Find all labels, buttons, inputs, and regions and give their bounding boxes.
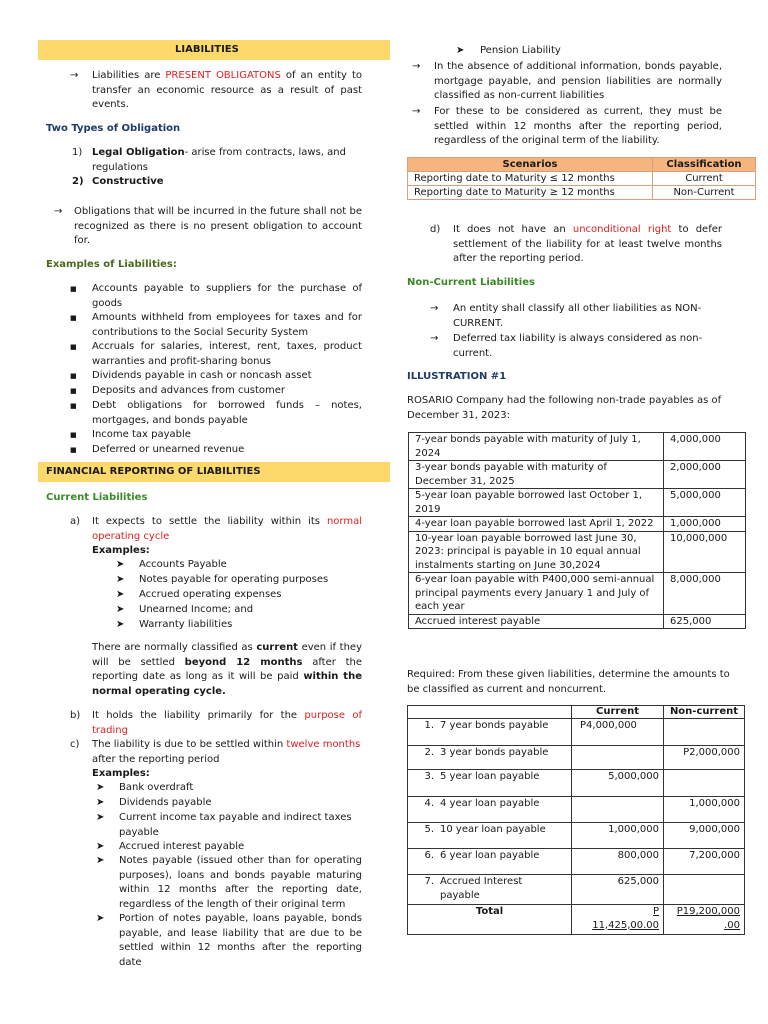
criterion-d-highlight: unconditional right xyxy=(572,224,672,235)
examples-heading: Examples of Liabilities: xyxy=(46,259,177,270)
intro-text-2: of an entity to transfer an economic resource as a result of past events. xyxy=(92,70,362,110)
arrow-icon: → xyxy=(430,303,439,314)
intro-highlight: PRESENT OBLIGATONS xyxy=(165,70,281,81)
column-header-current: Current xyxy=(572,706,664,719)
criterion-b-highlight: purpose of trading xyxy=(92,710,362,736)
criterion-a-label: a) xyxy=(70,516,81,527)
table-row: 7-year bonds payable with maturity of July 1, 2024 4,000,000 xyxy=(409,433,746,461)
list-item: ➤ Accounts Payable xyxy=(116,558,227,573)
criterion-d-label: d) xyxy=(430,224,441,235)
table-row: 6-year loan payable with P400,000 semi-annual principal payments every January 1 and July of each year 8,000,000 xyxy=(409,573,746,615)
criterion-d: d) It does not have an unconditional right to defer settlement of the liability for at least twelve months after the reporting period. xyxy=(430,224,722,264)
band-title: LIABILITIES xyxy=(175,44,239,55)
criterion-a-note: There are normally classified as current even if they will be settled beyond 12 months after the reporting date as long as it will be paid within the normal operating cycle. xyxy=(92,642,362,697)
absence-note xyxy=(412,60,722,104)
criterion-a xyxy=(70,515,362,544)
total-noncurrent: P19,200,000 .00 xyxy=(664,905,745,935)
pension-item xyxy=(456,44,561,59)
illustration-heading: ILLUSTRATION #1 xyxy=(407,371,507,382)
chevron-right-icon: ➤ xyxy=(96,913,105,924)
table-row: 5. 10 year loan payable 1,000,000 9,000,000 xyxy=(408,823,745,849)
table-row: 1. 7 year bonds payable P4,000,000 xyxy=(408,719,745,746)
table-row: 5-year loan payable borrowed last October 1, 2019 5,000,000 xyxy=(409,489,746,517)
list-item: ■ Deferred or unearned revenue xyxy=(70,443,362,458)
criterion-b-text: It holds the liability primarily for the xyxy=(92,710,305,721)
criterion-a-examples-label: Examples: xyxy=(92,545,150,556)
list-item: ➤ Notes payable (issued other than for operating purposes), loans and bonds payable maturing within 12 months after the reporting date, regardless of the length of their original term xyxy=(96,855,362,910)
table-header-row xyxy=(408,158,756,172)
criterion-c-text: The liability is due to be settled within xyxy=(92,739,287,750)
noncurrent-point-1: → An entity shall classify all other liabilities as NON-CURRENT. xyxy=(430,303,702,329)
type-desc-1: - arise from contracts, laws, and regulations xyxy=(92,147,346,173)
chevron-right-icon: ➤ xyxy=(96,812,105,823)
type-number-2: 2) xyxy=(72,176,84,187)
list-item: ➤ Notes payable for operating purposes xyxy=(116,573,328,588)
bullet-icon: ■ xyxy=(70,314,77,322)
intro-point xyxy=(70,69,362,113)
noncurrent-liabilities-heading: Non-Current Liabilities xyxy=(407,277,535,288)
table-row: 3. 5 year loan payable 5,000,000 xyxy=(408,770,745,797)
future-note xyxy=(54,205,362,249)
chevron-right-icon: ➤ xyxy=(116,619,125,630)
chevron-right-icon: ➤ xyxy=(456,45,465,56)
intro-text-1: Liabilities are xyxy=(92,70,166,81)
arrow-icon: → xyxy=(54,206,63,217)
list-item: ■ Deposits and advances from customer xyxy=(70,384,362,399)
column-header-noncurrent: Non-current xyxy=(664,706,745,719)
bullet-icon: ■ xyxy=(70,387,77,395)
chevron-right-icon: ➤ xyxy=(116,589,125,600)
criterion-a-highlight: normal operating cycle xyxy=(92,516,362,542)
chevron-right-icon: ➤ xyxy=(96,841,105,852)
section-band-financial-reporting xyxy=(38,462,390,482)
list-item: ■ Dividends payable in cash or noncash asset xyxy=(70,369,362,384)
criterion-c-highlight: twelve months xyxy=(286,739,361,750)
current-liabilities-heading: Current Liabilities xyxy=(46,492,148,503)
table-row: 6. 6 year loan payable 800,000 7,200,000 xyxy=(408,849,745,875)
chevron-right-icon: ➤ xyxy=(116,604,125,615)
type-item-2 xyxy=(72,175,362,190)
arrow-icon: → xyxy=(430,333,439,344)
arrow-icon: → xyxy=(70,70,79,81)
chevron-right-icon: ➤ xyxy=(96,855,105,866)
list-item: ■ Income tax payable xyxy=(70,428,362,443)
future-note-text: Obligations that will be incurred in the future shall not be recognized as there is no present obligation to account for. xyxy=(74,206,362,246)
current-condition-text: For these to be considered as current, they must be settled within 12 months after the reporting period, regardless of the original term of the liability. xyxy=(434,106,722,146)
table-total-row: Total P 11,425,00.00 P19,200,000 .00 xyxy=(408,905,745,935)
column-header-classification: Classification xyxy=(653,158,756,172)
illustration-intro: ROSARIO Company had the following non-trade payables as of December 31, 2023: xyxy=(407,395,722,421)
list-item: ➤ Portion of notes payable, loans payable, bonds payable, and lease liability that are due to be settled within 12 months after the reporting date xyxy=(96,913,362,968)
bullet-icon: ■ xyxy=(70,343,77,351)
list-item: ■ Debt obligations for borrowed funds – notes, mortgages, and bonds payable xyxy=(70,400,362,426)
criterion-c-examples-label: Examples: xyxy=(92,768,150,779)
noncurrent-point-2: → Deferred tax liability is always considered as non-current. xyxy=(430,333,703,359)
chevron-right-icon: ➤ xyxy=(116,559,125,570)
criterion-b xyxy=(70,709,362,738)
list-item: ➤ Dividends payable xyxy=(96,796,362,811)
bullet-icon: ■ xyxy=(70,446,77,454)
criterion-a-text: It expects to settle the liability within its xyxy=(92,516,327,527)
table-header-row xyxy=(408,706,745,719)
table-row: 3-year bonds payable with maturity of December 31, 2025 2,000,000 xyxy=(409,461,746,489)
list-item: ➤ Current income tax payable and indirect taxes payable xyxy=(96,812,352,838)
table-row: Reporting date to Maturity ≥ 12 months Non-Current xyxy=(408,186,756,200)
current-condition-note xyxy=(412,105,722,149)
list-item: ■ Amounts withheld from employees for taxes and for contributions to the Social Security System xyxy=(70,312,362,338)
bullet-icon: ■ xyxy=(70,372,77,380)
type-item-1 xyxy=(72,146,362,175)
two-types-heading: Two Types of Obligation xyxy=(46,123,181,134)
criterion-c: c) The liability is due to be settled within twelve months after the reporting period xyxy=(70,739,361,765)
column-header-scenarios: Scenarios xyxy=(408,158,653,172)
table-row: 10-year loan payable borrowed last June 30, 2023: principal is payable in 10 equal annual instalments starting on June 30,2024 10,000,000 xyxy=(409,531,746,573)
list-item: ➤ Bank overdraft xyxy=(96,781,362,796)
scenario-table xyxy=(407,157,756,200)
arrow-icon: → xyxy=(412,61,421,72)
chevron-right-icon: ➤ xyxy=(96,782,105,793)
section-band-liabilities xyxy=(38,40,390,60)
bullet-icon: ■ xyxy=(70,285,77,293)
list-item: ➤ Warranty liabilities xyxy=(116,618,232,633)
pension-label: Pension Liability xyxy=(480,45,561,56)
answer-table xyxy=(407,705,745,935)
band-title: FINANCIAL REPORTING OF LIABILITIES xyxy=(46,466,261,477)
type-term-2: Constructive xyxy=(92,176,164,187)
list-item: ➤ Accrued operating expenses xyxy=(116,588,282,603)
bullet-icon: ■ xyxy=(70,402,77,410)
list-item: ➤ Accrued interest payable xyxy=(96,840,362,855)
table-row: Accrued interest payable 625,000 xyxy=(409,614,746,629)
required-text: Required: From these given liabilities, determine the amounts to be classified as current and noncurrent. xyxy=(407,669,730,695)
table-row: 4. 4 year loan payable 1,000,000 xyxy=(408,797,745,823)
list-item: ■ Accruals for salaries, interest, rent, taxes, product warranties and profit-sharing bonus xyxy=(70,341,362,367)
criterion-b-label: b) xyxy=(70,710,81,721)
criterion-c-label: c) xyxy=(70,739,80,750)
type-term-1: Legal Obligation xyxy=(92,147,185,158)
table-row: 4-year loan payable borrowed last April 1, 2022 1,000,000 xyxy=(409,517,746,532)
bullet-icon: ■ xyxy=(70,431,77,439)
total-current: P 11,425,00.00 xyxy=(572,905,664,935)
list-item: ■ Accounts payable to suppliers for the purchase of goods xyxy=(70,283,362,309)
table-row: 7. Accrued Interest payable 625,000 xyxy=(408,875,745,905)
table-row: Reporting date to Maturity ≤ 12 months Current xyxy=(408,172,756,186)
list-item: ➤ Unearned Income; and xyxy=(116,603,253,618)
criterion-d-text: It does not have an xyxy=(453,224,573,235)
absence-note-text: In the absence of additional information, bonds payable, mortgage payable, and pension liabilities are normally classified as non-current liabilities xyxy=(434,61,722,101)
chevron-right-icon: ➤ xyxy=(116,574,125,585)
arrow-icon: → xyxy=(412,106,421,117)
payables-table xyxy=(408,432,746,629)
table-row: 2. 3 year bonds payable P2,000,000 xyxy=(408,746,745,770)
type-number-1: 1) xyxy=(72,147,83,158)
chevron-right-icon: ➤ xyxy=(96,797,105,808)
